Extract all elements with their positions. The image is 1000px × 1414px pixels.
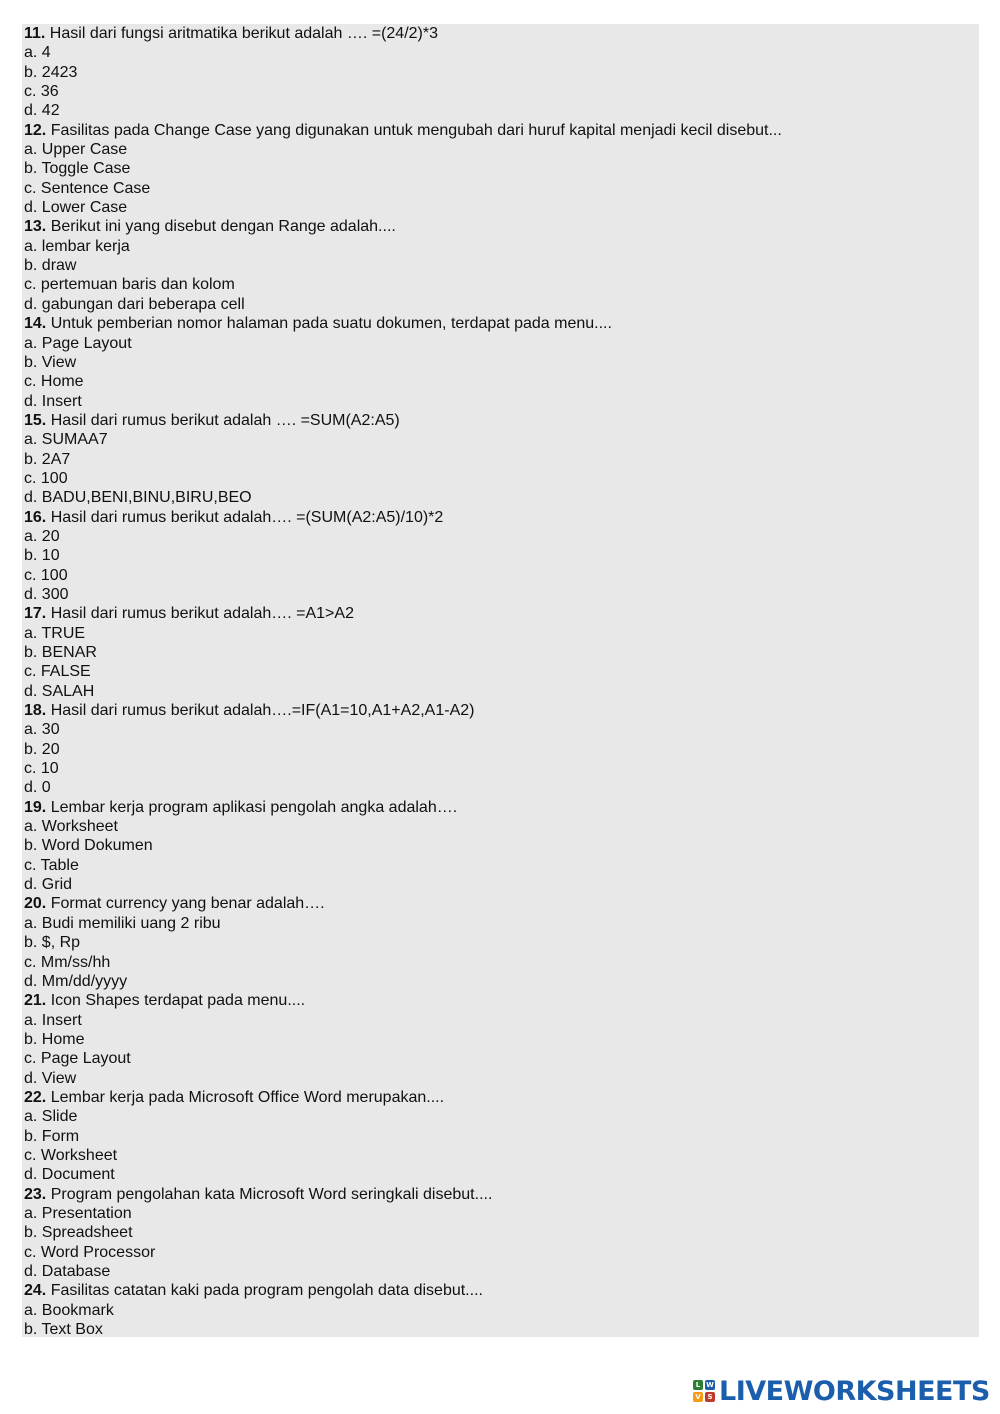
- answer-option: d. SALAH: [24, 682, 95, 700]
- answer-option: c. pertemuan baris dan kolom: [24, 276, 235, 294]
- answer-option: c. Home: [24, 373, 84, 391]
- question-number: 19.: [24, 798, 47, 816]
- question-stem: [24, 894, 782, 913]
- question-text: Hasil dari rumus berikut adalah…. =(SUM(A2:A5)/10)*2: [46, 508, 444, 526]
- answer-option: d. Mm/dd/yyyy: [24, 972, 128, 990]
- question-number: 21.: [24, 992, 47, 1010]
- question-text: Fasilitas pada Change Case yang digunakan untuk mengubah dari huruf kapital menjadi kecil disebut...: [46, 121, 782, 139]
- question-number: 17.: [24, 605, 47, 623]
- answer-option: b. $, Rp: [24, 934, 81, 952]
- question-stem: [24, 217, 782, 236]
- answer-option: d. 42: [24, 102, 60, 120]
- answer-option: a. SUMAA7: [24, 431, 108, 449]
- answer-option: a. Bookmark: [24, 1301, 114, 1319]
- question-text: Hasil dari rumus berikut adalah…. =A1>A2: [46, 605, 354, 623]
- question-stem: [24, 798, 782, 817]
- question-list: [24, 24, 782, 1339]
- question-text: Lembar kerja pada Microsoft Office Word merupakan....: [46, 1088, 445, 1106]
- question-stem: [24, 411, 782, 430]
- answer-option: d. gabungan dari beberapa cell: [24, 295, 245, 313]
- question-text: Berikut ini yang disebut dengan Range adalah....: [46, 218, 396, 236]
- liveworksheets-logo-icon: [693, 1380, 715, 1402]
- question-number: 13.: [24, 218, 47, 236]
- question-text: Untuk pemberian nomor halaman pada suatu dokumen, terdapat pada menu....: [46, 315, 612, 333]
- question-stem: [24, 314, 782, 333]
- answer-option: a. TRUE: [24, 624, 86, 642]
- logo-mark-tile: V: [693, 1392, 703, 1402]
- question-stem: [24, 1281, 782, 1300]
- question-stem: [24, 508, 782, 527]
- question-number: 16.: [24, 508, 47, 526]
- answer-option: b. draw: [24, 257, 77, 275]
- answer-option: b. Form: [24, 1127, 80, 1145]
- answer-option: c. FALSE: [24, 663, 91, 681]
- question-number: 24.: [24, 1282, 47, 1300]
- answer-option: c. Sentence Case: [24, 179, 151, 197]
- logo-wordmark: LIVEWORKSHEETS: [719, 1375, 990, 1407]
- answer-option: a. Upper Case: [24, 141, 128, 159]
- answer-option: d. Lower Case: [24, 199, 128, 217]
- answer-option: c. 100: [24, 469, 68, 487]
- answer-option: b. View: [24, 353, 77, 371]
- answer-option: a. Page Layout: [24, 334, 132, 352]
- answer-option: a. 30: [24, 721, 60, 739]
- answer-option: d. 0: [24, 779, 51, 797]
- answer-option: b. 2423: [24, 63, 78, 81]
- question-number: 12.: [24, 121, 47, 139]
- question-text: Icon Shapes terdapat pada menu....: [46, 992, 306, 1010]
- liveworksheets-logo[interactable]: [693, 1374, 990, 1408]
- answer-option: c. Word Processor: [24, 1243, 156, 1261]
- answer-option: b. BENAR: [24, 644, 97, 661]
- answer-option: b. Text Box: [24, 1321, 103, 1339]
- answer-option: b. 20: [24, 740, 60, 758]
- question-text: Fasilitas catatan kaki pada program pengolah data disebut....: [46, 1282, 483, 1300]
- answer-option: d. Grid: [24, 876, 73, 894]
- answer-option: d. BADU,BENI,BINU,BIRU,BEO: [24, 489, 252, 507]
- answer-option: c. Mm/ss/hh: [24, 953, 111, 971]
- answer-option: a. Slide: [24, 1108, 78, 1126]
- answer-option: b. Spreadsheet: [24, 1224, 133, 1242]
- answer-option: d. Document: [24, 1166, 115, 1184]
- answer-option: d. Database: [24, 1263, 111, 1280]
- logo-mark-tile: S: [705, 1392, 715, 1402]
- answer-option: a. Worksheet: [24, 818, 118, 836]
- answer-option: a. lembar kerja: [24, 237, 130, 255]
- answer-option: b. 10: [24, 547, 60, 565]
- question-stem: [24, 1185, 782, 1204]
- answer-option: d. Insert: [24, 392, 82, 410]
- question-stem: [24, 24, 782, 43]
- question-number: 14.: [24, 315, 47, 333]
- answer-option: a. Presentation: [24, 1204, 132, 1222]
- question-text: Format currency yang benar adalah….: [46, 895, 325, 913]
- answer-option: b. 2A7: [24, 450, 71, 468]
- question-number: 11.: [24, 25, 46, 42]
- question-text: Lembar kerja program aplikasi pengolah angka adalah….: [46, 798, 458, 816]
- answer-option: c. 100: [24, 566, 68, 584]
- question-number: 18.: [24, 702, 47, 720]
- question-stem: [24, 121, 782, 140]
- question-stem: [24, 991, 782, 1010]
- question-text: Program pengolahan kata Microsoft Word seringkali disebut....: [46, 1185, 493, 1203]
- question-text: Hasil dari rumus berikut adalah….=IF(A1=10,A1+A2,A1-A2): [46, 702, 475, 720]
- question-stem: [24, 604, 782, 623]
- answer-option: c. 36: [24, 83, 59, 101]
- answer-option: d. View: [24, 1069, 77, 1087]
- answer-option: a. Insert: [24, 1011, 82, 1029]
- answer-option: c. Page Layout: [24, 1050, 131, 1068]
- answer-option: b. Home: [24, 1030, 85, 1048]
- answer-option: d. 300: [24, 585, 69, 603]
- answer-option: b. Toggle Case: [24, 160, 131, 178]
- logo-mark-tile: L: [693, 1380, 703, 1390]
- question-number: 15.: [24, 411, 47, 429]
- question-number: 23.: [24, 1185, 47, 1203]
- answer-option: c. Worksheet: [24, 1146, 118, 1164]
- question-stem: [24, 1088, 782, 1107]
- answer-option: c. 10: [24, 760, 59, 778]
- answer-option: b. Word Dokumen: [24, 837, 153, 855]
- answer-option: c. Table: [24, 856, 79, 874]
- question-number: 20.: [24, 895, 47, 913]
- question-stem: [24, 701, 782, 720]
- answer-option: a. Budi memiliki uang 2 ribu: [24, 914, 221, 932]
- question-text: Hasil dari fungsi aritmatika berikut adalah …. =(24/2)*3: [45, 25, 438, 42]
- answer-option: a. 4: [24, 44, 51, 62]
- question-text: Hasil dari rumus berikut adalah …. =SUM(A2:A5): [46, 411, 400, 429]
- logo-mark-tile: W: [706, 1381, 714, 1389]
- question-number: 22.: [24, 1088, 47, 1106]
- answer-option: a. 20: [24, 527, 60, 545]
